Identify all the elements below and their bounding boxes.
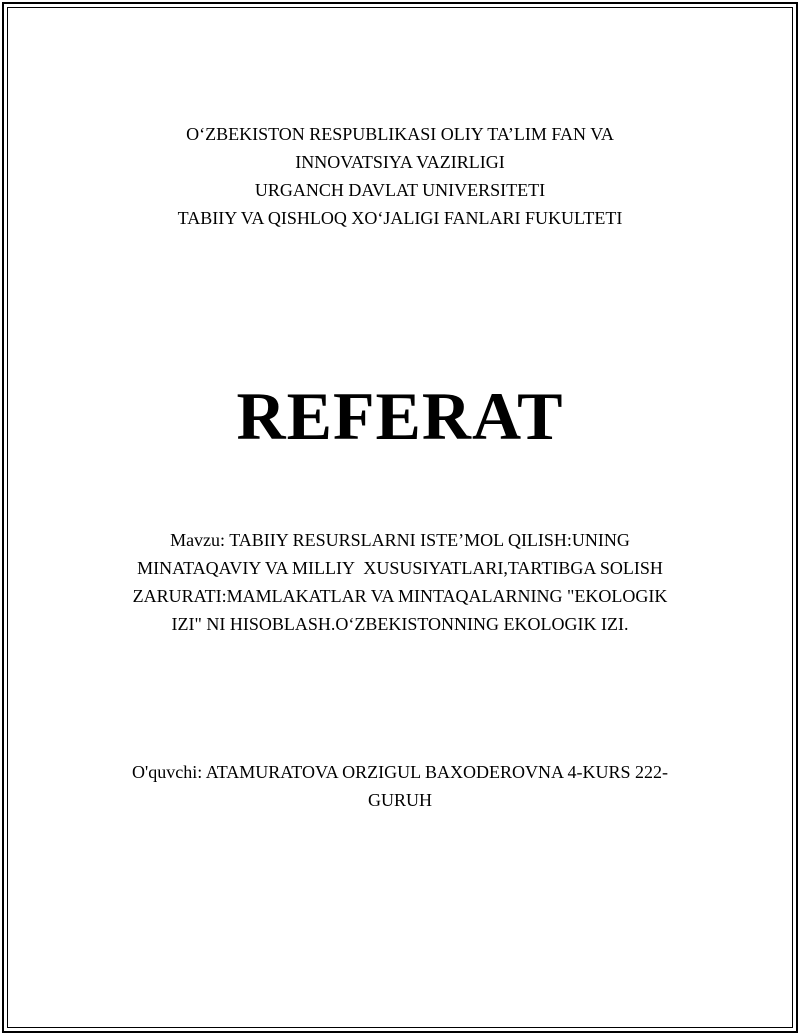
header-line-faculty: TABIIY VA QISHLOQ XO‘JALIGI FANLARI FUKULTETI	[177, 208, 623, 228]
header-line-university: URGANCH DAVLAT UNIVERSITETI	[254, 180, 546, 200]
topic-line-3: ZARURATI:MAMLAKATLAR VA MINTAQALARNING "EKOLOGIK	[132, 586, 668, 606]
topic-line-4: IZI" NI HISOBLASH.O‘ZBEKISTONNING EKOLOGIK IZI.	[171, 614, 629, 634]
student-line-1: O'quvchi: ATAMURATOVA ORZIGUL BAXODEROVNA 4-KURS 222-	[132, 762, 668, 782]
topic-line-2: MINATAQAVIY VA MILLIY XUSUSIYATLARI,TARTIBGA SOLISH	[137, 558, 663, 578]
student-block	[0, 758, 800, 814]
header-line-ministry-1: O‘ZBEKISTON RESPUBLIKASI OLIY TA’LIM FAN VA	[186, 124, 614, 144]
topic-block	[0, 526, 800, 638]
header-line-ministry-2: INNOVATSIYA VAZIRLIGI	[295, 152, 505, 172]
topic-line-1: Mavzu: TABIIY RESURSLARNI ISTE’MOL QILISH:UNING	[170, 530, 630, 550]
document-title: REFERAT	[236, 378, 564, 454]
student-line-2: GURUH	[367, 790, 432, 810]
institution-header	[0, 120, 800, 232]
